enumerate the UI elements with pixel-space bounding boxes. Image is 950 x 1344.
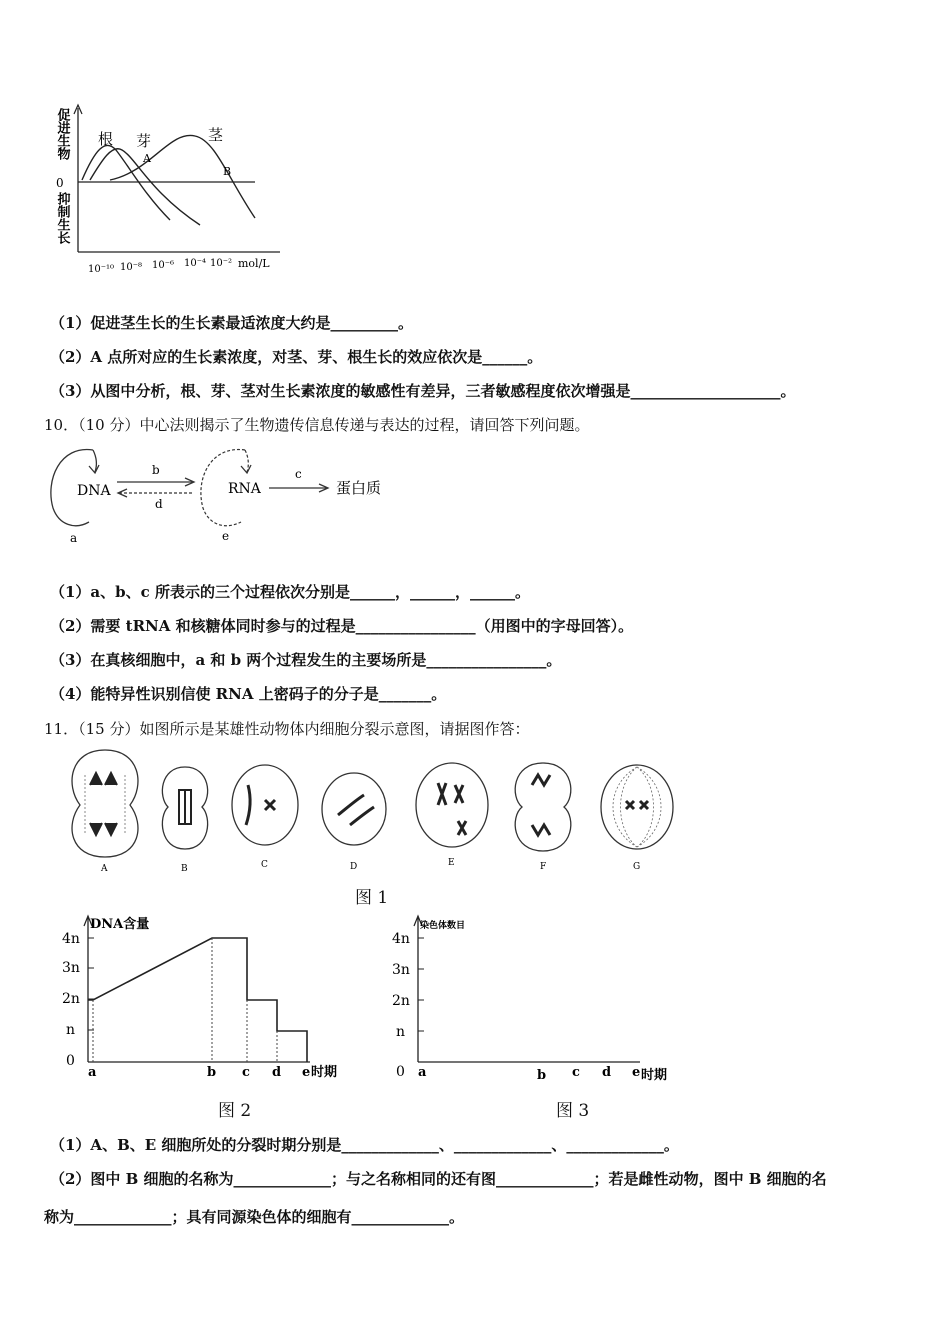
fig2-ytick: 3n: [62, 960, 80, 976]
root-curve: [82, 145, 170, 220]
fig2-ytick: 4n: [62, 931, 80, 947]
fig3-ytick: 2n: [392, 993, 410, 1009]
fig2-xtick: a: [88, 1065, 97, 1080]
fig2-ytick: 0: [66, 1053, 75, 1069]
fig3-ytick: 0: [396, 1064, 405, 1080]
point-a-label: A: [143, 152, 151, 165]
fig3-ytick: 4n: [392, 931, 410, 947]
fig3-chromosome-chart: [390, 910, 690, 1090]
cell-b: [162, 767, 207, 874]
cell-label: B: [181, 864, 188, 874]
fig2-ytick: 2n: [62, 991, 80, 1007]
cell-f: [515, 763, 571, 872]
fig2-xtick: e: [302, 1065, 311, 1080]
q9-item-3: （3）从图中分析，根、芽、茎对生长素浓度的敏感性有差异，三者敏感程度依次增强是____________________。: [50, 382, 796, 400]
auxin-zero-label: 0: [56, 176, 64, 190]
fig2-ytick: n: [66, 1022, 76, 1038]
q10-header: 10．（10 分）中心法则揭示了生物遗传信息传递与表达的过程，请回答下列问题。: [44, 416, 590, 434]
q10-item-2: （2）需要 tRNA 和核糖体同时参与的过程是________________（用图中的字母回答）。: [50, 617, 634, 635]
cell-label: G: [633, 862, 641, 872]
x-tick: 10⁻²: [210, 258, 233, 269]
fig1-caption: 图 1: [355, 888, 389, 908]
fig3-ytick: n: [396, 1024, 406, 1040]
central-dogma-diagram: [45, 440, 405, 550]
fig3-xtick: a: [418, 1065, 427, 1080]
label-a: a: [70, 531, 78, 545]
point-b-label: B: [223, 165, 232, 178]
q10-item-4: （4）能特异性识别信使 RNA 上密码子的分子是_______。: [50, 685, 447, 703]
cell-g: [601, 765, 673, 872]
cell-label: A: [101, 864, 108, 874]
fig3-xunit: 时期: [641, 1068, 668, 1083]
fig3-xtick: b: [537, 1068, 547, 1083]
cell-label: E: [448, 858, 455, 868]
fig2-dna-series: [88, 938, 307, 1062]
fig2-ylabel: DNA含量: [90, 917, 150, 932]
q9-item-1: （1）促进茎生长的生长素最适浓度大约是_________。: [50, 314, 413, 332]
label-c: c: [295, 467, 302, 481]
cell-c: [232, 765, 298, 870]
fig2-xunit: 时期: [311, 1065, 338, 1080]
q10-item-1: （1）a、b、c 所表示的三个过程依次分别是______，______，______。: [50, 583, 531, 601]
cell-e: [416, 763, 488, 868]
bud-label: 芽: [136, 132, 152, 150]
stem-curve: [110, 135, 255, 218]
label-e: e: [222, 529, 230, 543]
fig3-ytick: 3n: [392, 962, 410, 978]
q11-header: 11．（15 分）如图所示是某雄性动物体内细胞分裂示意图，请据图作答：: [44, 720, 530, 738]
cell-label: F: [540, 862, 547, 872]
cell-label: C: [261, 860, 268, 870]
cell-division-figure: [60, 745, 700, 905]
stem-label: 茎: [208, 126, 224, 144]
fig2-xtick: b: [207, 1065, 217, 1080]
dna-label: DNA: [77, 483, 111, 499]
q10-item-3: （3）在真核细胞中，a 和 b 两个过程发生的主要场所是________________。: [50, 651, 562, 669]
q11-item-3: 称为_____________；具有同源染色体的细胞有_____________。: [44, 1208, 465, 1226]
cell-a: [72, 750, 138, 874]
auxin-ylabel-bottom: 抑制生长: [54, 192, 70, 244]
q11-item-1: （1）A、B、E 细胞所处的分裂时期分别是_____________、_____________、_____________。: [50, 1136, 679, 1154]
x-tick: 10⁻⁶: [152, 260, 175, 271]
fig3-caption: 图 3: [556, 1101, 590, 1121]
fig2-dna-chart: [60, 910, 360, 1090]
fig2-caption: 图 2: [218, 1101, 252, 1121]
cell-d: [322, 773, 386, 872]
label-d: d: [155, 497, 163, 511]
x-tick: 10⁻¹⁰: [88, 264, 115, 275]
fig3-ylabel: 染色体数目: [420, 921, 466, 931]
fig3-xtick: e: [632, 1065, 641, 1080]
x-tick: 10⁻⁴: [184, 258, 207, 269]
rna-label: RNA: [228, 481, 261, 497]
fig3-xtick: c: [572, 1065, 580, 1080]
x-unit: mol/L: [238, 257, 270, 270]
fig2-xtick: d: [272, 1065, 282, 1080]
auxin-chart: [50, 100, 295, 285]
label-b: b: [152, 463, 160, 477]
x-tick: 10⁻⁸: [120, 262, 143, 273]
cell-label: D: [350, 862, 358, 872]
q11-item-2: （2）图中 B 细胞的名称为_____________；与之名称相同的还有图_____________；若是雌性动物，图中 B 细胞的名: [50, 1170, 827, 1188]
protein-label: 蛋白质: [336, 479, 382, 497]
q9-item-2: （2）A 点所对应的生长素浓度，对茎、芽、根生长的效应依次是______。: [50, 348, 543, 366]
fig2-xtick: c: [242, 1065, 250, 1080]
fig2-dna-line: [88, 938, 307, 1062]
fig3-xtick: d: [602, 1065, 612, 1080]
auxin-ylabel-top: 促进生物: [54, 108, 70, 160]
root-label: 根: [98, 130, 114, 148]
